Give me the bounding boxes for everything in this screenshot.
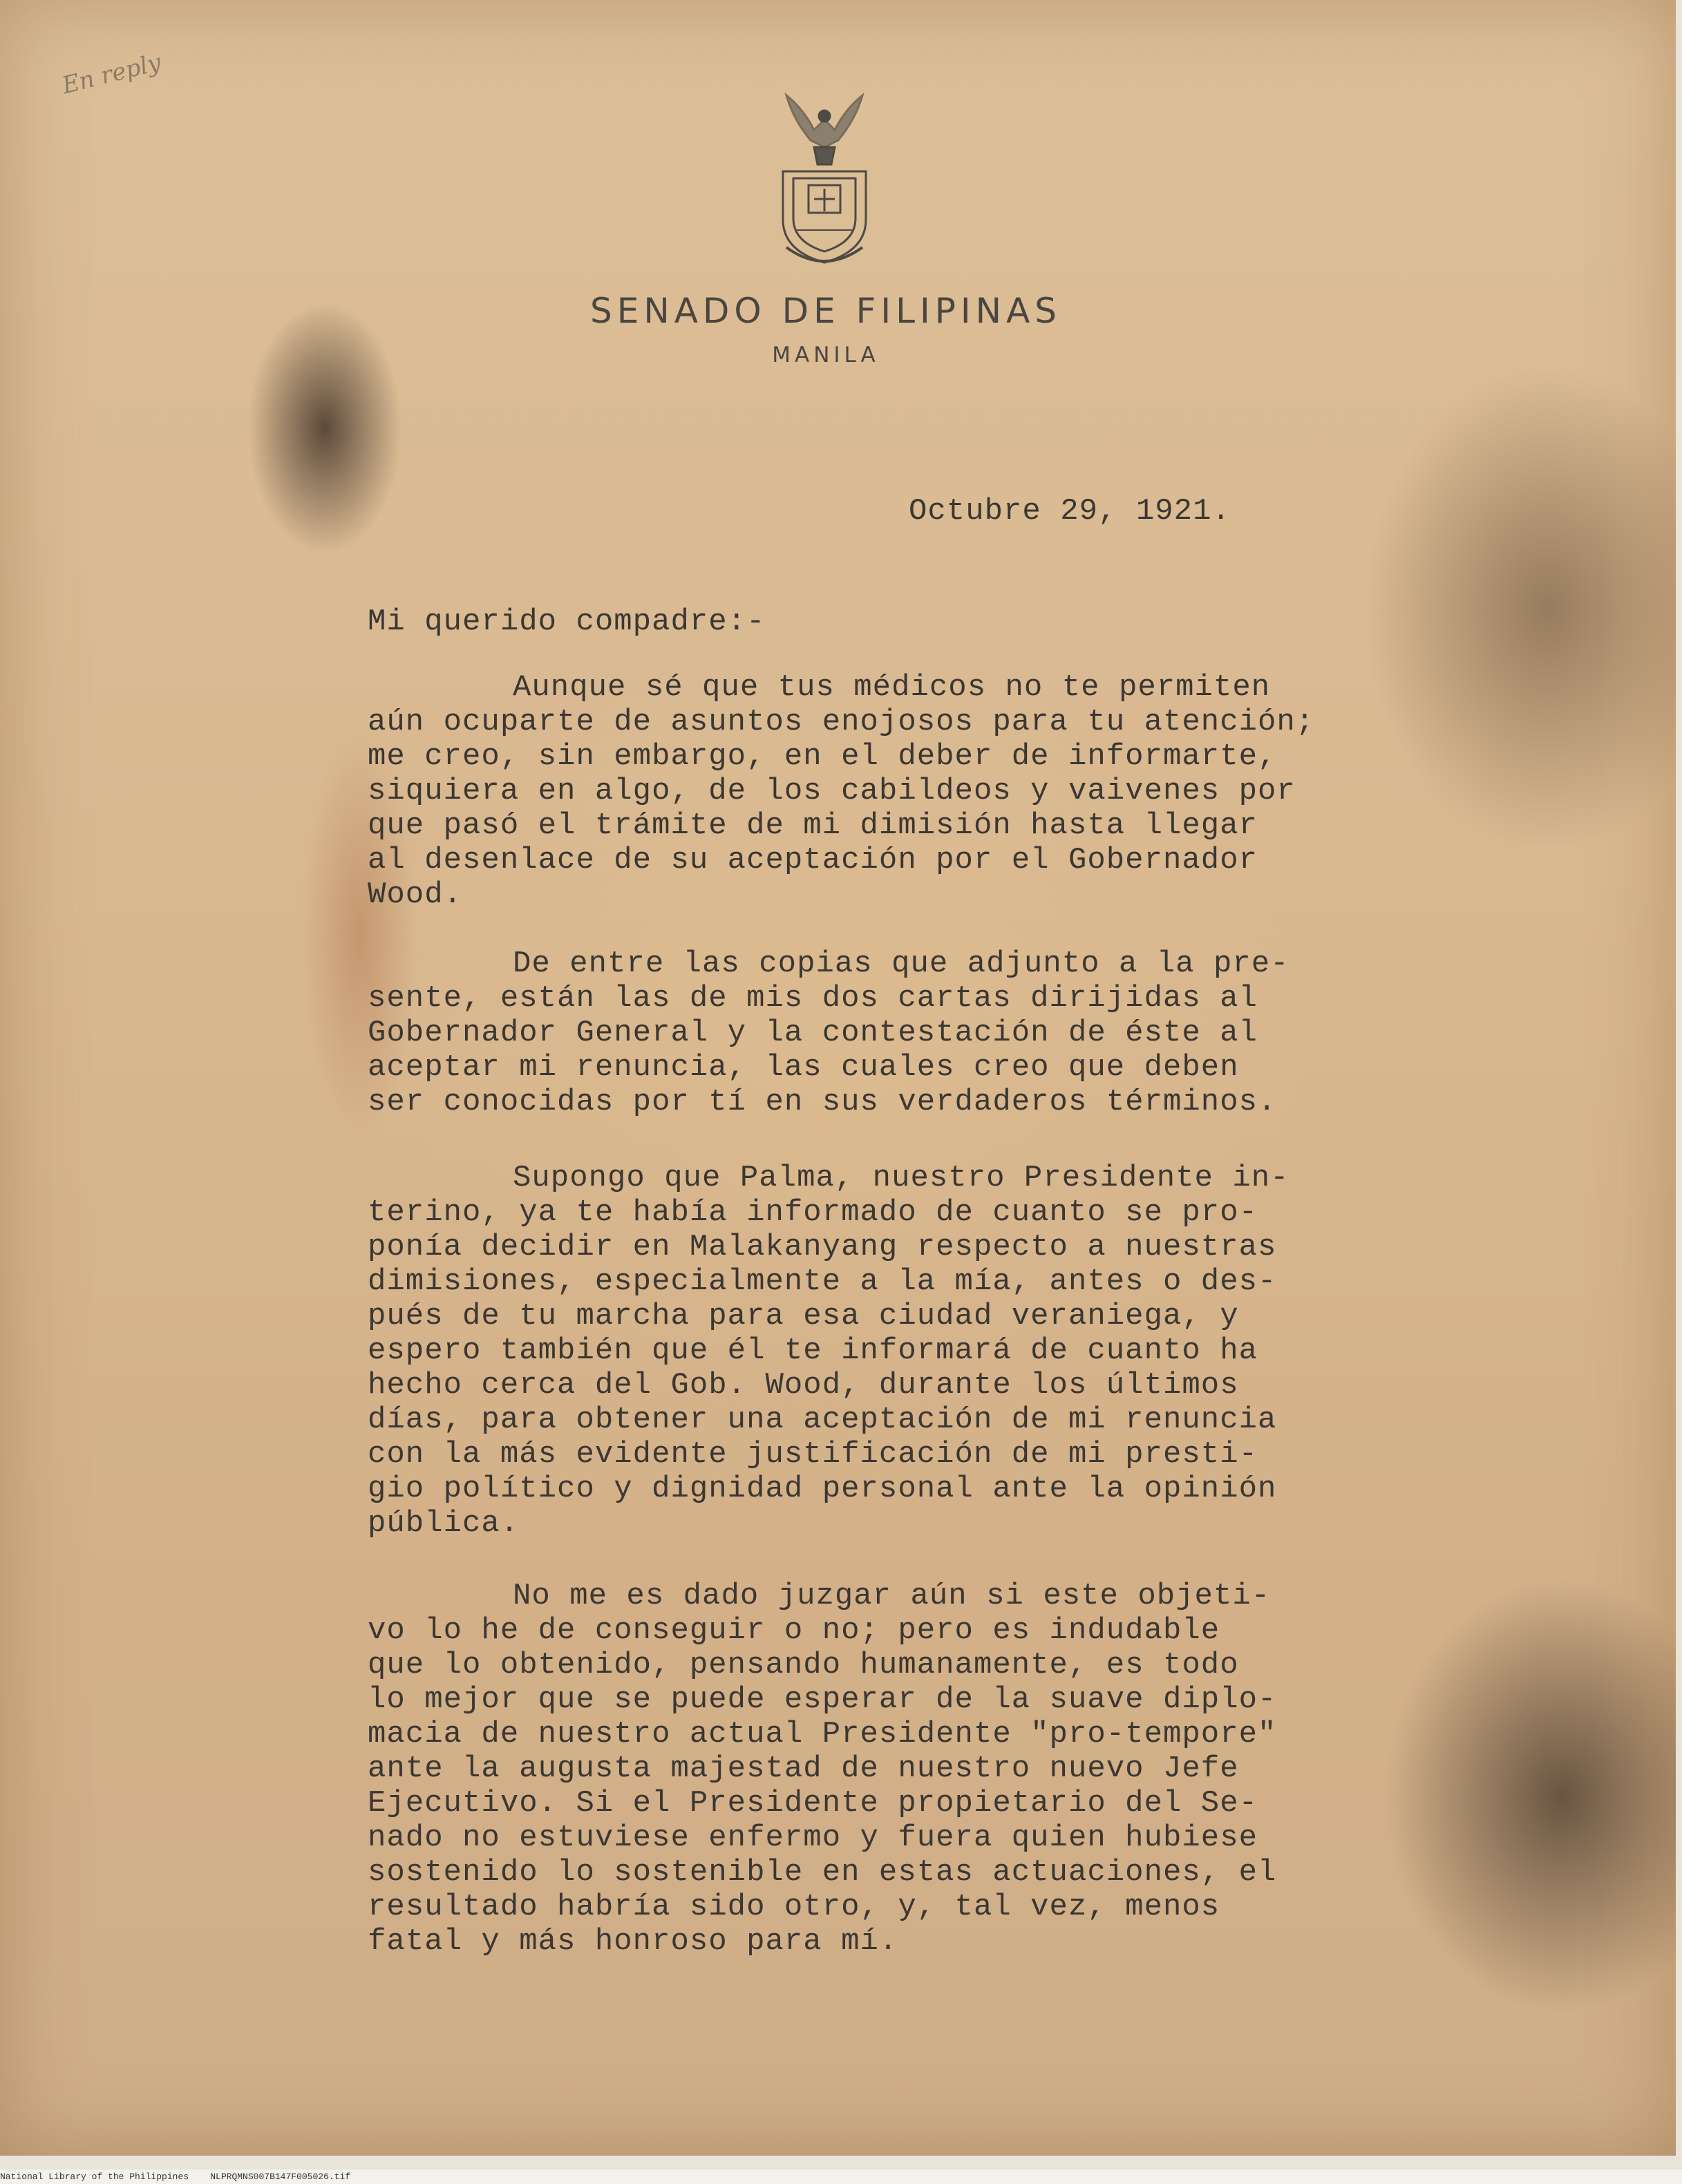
text-line: Aunque sé que tus médicos no te permiten	[513, 670, 1271, 705]
text-line: ser conocidas por tí en sus verdaderos términos.	[368, 1085, 1277, 1119]
text-line: vo lo he de conseguir o no; pero es indudable	[368, 1613, 1220, 1648]
text-line: sente, están las de mis dos cartas dirijidas al	[368, 981, 1258, 1016]
text-line: días, para obtener una aceptación de mi renuncia	[368, 1403, 1277, 1437]
text-line: al desenlace de su aceptación por el Gobernador	[368, 843, 1258, 877]
text-line: con la más evidente justificación de mi presti-	[368, 1437, 1258, 1472]
paragraph-2	[368, 947, 1446, 1119]
text-line: gio político y dignidad personal ante la opinión	[368, 1472, 1277, 1506]
archive-footer: National Library of the Philippines NLPRQMNS007B147F005026.tif	[0, 2169, 1682, 2184]
handwritten-margin-note: En reply	[59, 48, 164, 100]
paragraph-3	[368, 1161, 1446, 1541]
text-line: dimisiones, especialmente a la mía, antes o des-	[368, 1264, 1277, 1299]
text-line: macia de nuestro actual Presidente "pro-tempore"	[368, 1717, 1277, 1751]
text-line: Ejecutivo. Si el Presidente propietario del Se-	[368, 1786, 1258, 1821]
text-line: Supongo que Palma, nuestro Presidente in-	[513, 1161, 1289, 1195]
text-line: ante la augusta majestad de nuestro nuevo Jefe	[368, 1751, 1239, 1786]
text-line: aceptar mi renuncia, las cuales creo que deben	[368, 1050, 1239, 1085]
text-line: No me es dado juzgar aún si este objeti-	[513, 1579, 1271, 1613]
text-line: fatal y más honroso para mí.	[368, 1924, 898, 1959]
text-line: siquiera en algo, de los cabildeos y vaivenes por	[368, 774, 1296, 808]
senate-seal-icon	[773, 82, 876, 268]
text-line: pués de tu marcha para esa ciudad veraniega, y	[368, 1299, 1239, 1333]
text-line: terino, ya te había informado de cuanto se pro-	[368, 1195, 1258, 1230]
text-line: aún ocuparte de asuntos enojosos para tu atención;	[368, 705, 1315, 739]
letter-date: Octubre 29, 1921.	[909, 494, 1231, 529]
letterhead-title: SENADO DE FILIPINAS	[589, 291, 1062, 331]
paragraph-4	[368, 1579, 1446, 1959]
text-line: nado no estuviese enfermo y fuera quien hubiese	[368, 1821, 1258, 1855]
paragraph-1	[368, 670, 1446, 912]
text-line: hecho cerca del Gob. Wood, durante los últimos	[368, 1368, 1239, 1403]
text-line: resultado habría sido otro, y, tal vez, menos	[368, 1890, 1220, 1924]
text-line: Gobernador General y la contestación de éste al	[368, 1016, 1258, 1050]
letterhead-place: MANILA	[772, 343, 880, 368]
text-line: que pasó el trámite de mi dimisión hasta llegar	[368, 808, 1258, 843]
text-line: De entre las copias que adjunto a la pre-	[513, 947, 1289, 981]
text-line: ponía decidir en Malakanyang respecto a nuestras	[368, 1230, 1277, 1264]
text-line: me creo, sin embargo, en el deber de informarte,	[368, 739, 1277, 774]
salutation: Mi querido compadre:-	[368, 605, 766, 639]
text-line: que lo obtenido, pensando humanamente, es todo	[368, 1648, 1239, 1682]
text-line: lo mejor que se puede esperar de la suave diplo-	[368, 1682, 1277, 1717]
text-line: pública.	[368, 1506, 520, 1541]
text-line: Wood.	[368, 877, 463, 912]
text-line: sostenido lo sostenible en estas actuaciones, el	[368, 1855, 1277, 1890]
letterhead	[0, 290, 1652, 368]
text-line: espero también que él te informará de cuanto ha	[368, 1333, 1258, 1368]
